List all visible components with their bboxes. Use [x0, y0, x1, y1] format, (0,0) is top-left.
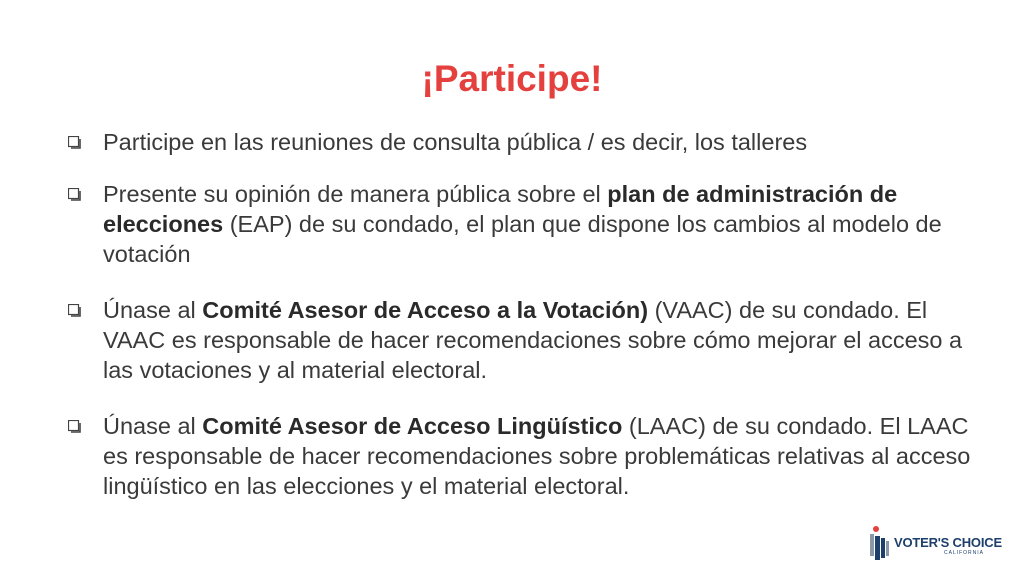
bullet-item — [68, 127, 978, 157]
voters-choice-logo — [866, 524, 1002, 564]
bullet-text-3: Únase al Comité Asesor de Acceso a la Votación) (VAAC) de su condado. El VAAC es responsable de hacer recomendaciones sobre cómo mejorar el acceso a las votaciones y al material electoral. — [103, 297, 963, 383]
bold-term-vaac: Comité Asesor de Acceso a la Votación) — [202, 297, 649, 323]
checkbox-bullet-icon — [68, 188, 80, 200]
bullet-item — [68, 411, 978, 501]
bullet-text-2: Presente su opinión de manera pública sobre el plan de administración de elecciones (EAP) de su condado, el plan que dispone los cambios al modelo de votación — [103, 181, 942, 267]
bullet-text-1: Participe en las reuniones de consulta pública / es decir, los talleres — [103, 129, 808, 155]
ballot-box-icon — [866, 524, 894, 564]
checkbox-bullet-icon — [68, 136, 80, 148]
logo-name: VOTER'S CHOICE — [894, 535, 1002, 550]
checkbox-bullet-icon — [68, 304, 80, 316]
bold-term-eap: plan de administración de elecciones — [103, 181, 898, 237]
slide-title: ¡Participe! — [421, 58, 603, 99]
bullet-item — [68, 295, 978, 385]
bullet-text-4: Únase al Comité Asesor de Acceso Lingüístico (LAAC) de su condado. El LAAC es responsable de hacer recomendaciones sobre problemáticas relativas al acceso lingüístico en las elecciones y el material electoral. — [103, 413, 971, 499]
bullet-list — [68, 127, 978, 527]
checkbox-bullet-icon — [68, 420, 80, 432]
logo-subtitle: CALIFORNIA — [944, 550, 985, 556]
bold-term-laac: Comité Asesor de Acceso Lingüístico — [202, 413, 623, 439]
bullet-item — [68, 179, 978, 269]
